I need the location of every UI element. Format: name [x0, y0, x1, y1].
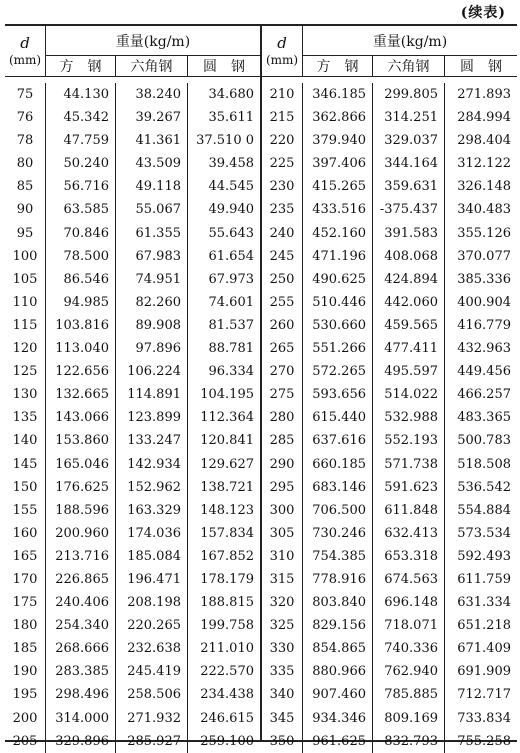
table-cell: 571.738 — [384, 456, 438, 472]
table-cell: 674.563 — [384, 571, 438, 587]
table-cell: 314.251 — [384, 110, 438, 126]
table-cell: 696.148 — [384, 595, 438, 611]
table-cell: 408.068 — [384, 248, 438, 264]
table-cell: 258.506 — [127, 687, 181, 703]
table-cell: 39.267 — [135, 110, 181, 126]
diameter-unit: (mm) — [265, 53, 299, 67]
table-cell: 471.196 — [312, 248, 366, 264]
table-cell: 90 — [16, 202, 34, 218]
table-cell: 246.615 — [200, 710, 254, 726]
table-cell: -375.437 — [379, 202, 438, 218]
table-cell: 220 — [269, 133, 295, 149]
table-cell: 41.361 — [135, 133, 181, 149]
table-cell: 114.891 — [127, 387, 181, 403]
hex-steel-header: 六角钢 — [116, 56, 188, 76]
table-cell: 329.037 — [384, 133, 438, 149]
table-cell: 132.665 — [55, 387, 109, 403]
table-cell: 110 — [12, 294, 38, 310]
table-cell: 97.896 — [135, 341, 181, 357]
table-cell: 47.759 — [63, 133, 109, 149]
table-cell: 89.908 — [135, 317, 181, 333]
table-cell: 298.496 — [55, 687, 109, 703]
table-cell: 130 — [12, 387, 38, 403]
table-cell: 157.834 — [200, 525, 254, 541]
table-cell: 35.611 — [208, 110, 254, 126]
table-cell: 44.545 — [208, 179, 254, 195]
diameter-header — [5, 26, 46, 76]
table-cell: 572.265 — [312, 364, 366, 380]
table-cell: 240.406 — [55, 595, 109, 611]
table-cell: 254.340 — [55, 618, 109, 634]
table-cell: 706.500 — [312, 502, 366, 518]
table-cell: 271.932 — [127, 710, 181, 726]
table-cell: 314.000 — [55, 710, 109, 726]
table-cell: 67.973 — [208, 271, 254, 287]
table-cell: 61.654 — [208, 248, 254, 264]
table-cell: 152.962 — [127, 479, 181, 495]
table-cell: 82.260 — [135, 294, 181, 310]
table-cell: 195 — [12, 687, 38, 703]
table-cell: 140 — [12, 433, 38, 449]
table-cell: 165.046 — [55, 456, 109, 472]
table-cell: 153.860 — [55, 433, 109, 449]
diameter-symbol: d — [277, 34, 287, 52]
table-cell: 226.865 — [55, 571, 109, 587]
weight-title: 重量(kg/m) — [303, 26, 517, 56]
table-cell: 359.631 — [384, 179, 438, 195]
table-cell: 199.758 — [200, 618, 254, 634]
table-cell: 754.385 — [312, 548, 366, 564]
table-cell: 416.779 — [457, 317, 511, 333]
table-cell: 432.963 — [457, 341, 511, 357]
table-cell: 55.067 — [135, 202, 181, 218]
table-cell: 245 — [269, 248, 295, 264]
table-cell: 240 — [269, 225, 295, 241]
table-cell: 490.625 — [312, 271, 366, 287]
table-cell: 210 — [269, 87, 295, 102]
table-cell: 94.985 — [63, 294, 109, 310]
table-cell: 150 — [12, 479, 38, 495]
table-cell: 213.716 — [55, 548, 109, 564]
table-cell: 103.816 — [55, 317, 109, 333]
table-cell: 81.537 — [208, 317, 254, 333]
diameter-header — [262, 26, 303, 76]
table-cell: 592.493 — [457, 548, 511, 564]
table-cell: 259.100 — [200, 733, 254, 749]
table-cell: 532.988 — [384, 410, 438, 426]
table-cell: 188.596 — [55, 502, 109, 518]
table-cell: 370.077 — [457, 248, 511, 264]
table-cell: 335 — [269, 664, 295, 680]
table-cell: 832.793 — [384, 733, 438, 749]
table-cell: 220.265 — [127, 618, 181, 634]
table-cell: 514.022 — [384, 387, 438, 403]
table-cell: 235 — [269, 202, 295, 218]
table-cell: 346.185 — [312, 87, 366, 102]
table-cell: 67.983 — [135, 248, 181, 264]
table-cell: 88.781 — [208, 341, 254, 357]
table-cell: 397.406 — [312, 156, 366, 172]
table-cell: 55.643 — [208, 225, 254, 241]
table-cell: 477.411 — [384, 341, 438, 357]
table-cell: 593.656 — [312, 387, 366, 403]
table-cell: 148.123 — [200, 502, 254, 518]
table-cell: 755.258 — [457, 733, 511, 749]
table-cell: 270 — [269, 364, 295, 380]
table-cell: 880.966 — [312, 664, 366, 680]
table-cell: 718.071 — [384, 618, 438, 634]
table-right-half — [262, 26, 517, 749]
table-cell: 176.625 — [55, 479, 109, 495]
table-cell: 49.118 — [135, 179, 181, 195]
hex-steel-header: 六角钢 — [373, 56, 445, 76]
table-cell: 70.846 — [63, 225, 109, 241]
table-cell: 300 — [269, 502, 295, 518]
table-cell: 315 — [269, 571, 295, 587]
table-cell: 637.616 — [312, 433, 366, 449]
table-cell: 160 — [12, 525, 38, 541]
square-steel-column — [303, 83, 373, 753]
table-cell: 275 — [269, 387, 295, 403]
diameter-column — [262, 83, 303, 753]
table-cell: 185 — [12, 641, 38, 657]
round-steel-column — [445, 83, 517, 753]
table-cell: 330 — [269, 641, 295, 657]
table-cell: 200 — [12, 710, 38, 726]
table-cell: 854.865 — [312, 641, 366, 657]
table-cell: 61.355 — [135, 225, 181, 241]
table-cell: 100 — [12, 248, 38, 264]
table-cell: 96.334 — [208, 364, 254, 380]
table-cell: 442.060 — [384, 294, 438, 310]
table-cell: 907.460 — [312, 687, 366, 703]
table-cell: 459.565 — [384, 317, 438, 333]
table-cell: 510.446 — [312, 294, 366, 310]
table-cell: 170 — [12, 571, 38, 587]
table-left-half — [5, 26, 260, 749]
table-cell: 573.534 — [457, 525, 511, 541]
table-cell: 653.318 — [384, 548, 438, 564]
weight-header — [46, 26, 260, 76]
table-cell: 283.385 — [55, 664, 109, 680]
weight-header — [303, 26, 517, 76]
table-cell: 43.509 — [135, 156, 181, 172]
table-cell: 78.500 — [63, 248, 109, 264]
table-cell: 740.336 — [384, 641, 438, 657]
table-cell: 167.852 — [200, 548, 254, 564]
table-cell: 691.909 — [457, 664, 511, 680]
table-cell: 196.471 — [127, 571, 181, 587]
table-cell: 400.904 — [457, 294, 511, 310]
table-cell: 215 — [269, 110, 295, 126]
table-cell: 632.413 — [384, 525, 438, 541]
table-cell: 268.666 — [55, 641, 109, 657]
table-cell: 138.721 — [200, 479, 254, 495]
table-cell: 74.951 — [135, 271, 181, 287]
table-cell: 178.179 — [200, 571, 254, 587]
hex-steel-column — [116, 83, 188, 753]
table-cell: 133.247 — [127, 433, 181, 449]
hex-steel-column — [373, 83, 445, 753]
continued-label: (续表) — [460, 5, 506, 21]
table-cell: 329.896 — [55, 733, 109, 749]
table-cell: 122.656 — [55, 364, 109, 380]
table-cell: 143.066 — [55, 410, 109, 426]
table-cell: 44.130 — [63, 87, 109, 102]
table-cell: 500.783 — [457, 433, 511, 449]
table-cell: 615.440 — [312, 410, 366, 426]
table-cell: 611.848 — [384, 502, 438, 518]
table-cell: 255 — [269, 294, 295, 310]
table-cell: 591.623 — [384, 479, 438, 495]
table-cell: 165 — [12, 548, 38, 564]
table-cell: 415.265 — [312, 179, 366, 195]
table-cell: 245.419 — [127, 664, 181, 680]
table-cell: 285 — [269, 433, 295, 449]
table-cell: 56.716 — [63, 179, 109, 195]
table-cell: 37.510 0 — [196, 133, 254, 149]
table-cell: 762.940 — [384, 664, 438, 680]
table-cell: 778.916 — [312, 571, 366, 587]
table-cell: 155 — [12, 502, 38, 518]
table-cell: 38.240 — [135, 87, 181, 102]
table-cell: 125 — [12, 364, 38, 380]
round-steel-header: 圆 钢 — [460, 59, 502, 75]
table-cell: 135 — [12, 410, 38, 426]
table-cell: 785.885 — [384, 687, 438, 703]
table-cell: 80 — [16, 156, 34, 172]
table-cell: 76 — [16, 110, 34, 126]
round-steel-header: 圆 钢 — [203, 59, 245, 75]
table-cell: 466.257 — [457, 387, 511, 403]
table-cell: 611.759 — [457, 571, 511, 587]
table-cell: 129.627 — [200, 456, 254, 472]
table-cell: 355.126 — [457, 225, 511, 241]
table-cell: 290 — [269, 456, 295, 472]
table-cell: 552.193 — [384, 433, 438, 449]
table-cell: 712.717 — [457, 687, 511, 703]
table-cell: 433.516 — [312, 202, 366, 218]
table-cell: 483.365 — [457, 410, 511, 426]
table-cell: 185.084 — [127, 548, 181, 564]
table-cell: 385.336 — [457, 271, 511, 287]
table-cell: 299.805 — [384, 87, 438, 102]
table-header — [5, 26, 260, 77]
table-cell: 188.815 — [200, 595, 254, 611]
table-cell: 120 — [12, 341, 38, 357]
table-cell: 345 — [269, 710, 295, 726]
table-cell: 50.240 — [63, 156, 109, 172]
table-cell: 271.893 — [457, 87, 511, 102]
table-cell: 340.483 — [457, 202, 511, 218]
table-cell: 123.899 — [127, 410, 181, 426]
table-cell: 163.329 — [127, 502, 181, 518]
table-cell: 551.266 — [312, 341, 366, 357]
table-cell: 142.934 — [127, 456, 181, 472]
table-cell: 85 — [16, 179, 34, 195]
table-cell: 180 — [12, 618, 38, 634]
table-cell: 105 — [12, 271, 38, 287]
table-cell: 362.866 — [312, 110, 366, 126]
table-cell: 340 — [269, 687, 295, 703]
table-cell: 232.638 — [127, 641, 181, 657]
table-cell: 225 — [269, 156, 295, 172]
table-cell: 211.010 — [200, 641, 254, 657]
table-cell: 49.940 — [208, 202, 254, 218]
table-cell: 733.834 — [457, 710, 511, 726]
table-cell: 63.585 — [63, 202, 109, 218]
table-cell: 284.994 — [457, 110, 511, 126]
table-cell: 350 — [269, 733, 295, 749]
table-cell: 379.940 — [312, 133, 366, 149]
table-cell: 326.148 — [457, 179, 511, 195]
table-cell: 452.160 — [312, 225, 366, 241]
table-cell: 320 — [269, 595, 295, 611]
table-cell: 222.570 — [200, 664, 254, 680]
table-header — [262, 26, 517, 77]
table-cell: 205 — [12, 733, 38, 749]
table-cell: 86.546 — [63, 271, 109, 287]
table-cell: 113.040 — [55, 341, 109, 357]
table-cell: 803.840 — [312, 595, 366, 611]
table-cell: 495.597 — [384, 364, 438, 380]
table-cell: 39.458 — [208, 156, 254, 172]
table-cell: 200.960 — [55, 525, 109, 541]
table-cell: 651.218 — [457, 618, 511, 634]
table-cell: 631.334 — [457, 595, 511, 611]
table-cell: 145 — [12, 456, 38, 472]
table-cell: 106.224 — [127, 364, 181, 380]
table-cell: 115 — [12, 317, 38, 333]
table-cell: 295 — [269, 479, 295, 495]
table-cell: 934.346 — [312, 710, 366, 726]
table-cell: 175 — [12, 595, 38, 611]
table-cell: 325 — [269, 618, 295, 634]
table-cell: 424.894 — [384, 271, 438, 287]
table-cell: 112.364 — [200, 410, 254, 426]
table-cell: 554.884 — [457, 502, 511, 518]
weight-table — [5, 24, 517, 749]
table-cell: 208.198 — [127, 595, 181, 611]
table-cell: 671.409 — [457, 641, 511, 657]
table-cell: 298.404 — [457, 133, 511, 149]
table-cell: 809.169 — [384, 710, 438, 726]
table-cell: 530.660 — [312, 317, 366, 333]
table-cell: 250 — [269, 271, 295, 287]
table-cell: 449.456 — [457, 364, 511, 380]
table-cell: 344.164 — [384, 156, 438, 172]
square-steel-column — [46, 83, 116, 753]
table-cell: 265 — [269, 341, 295, 357]
table-cell: 234.438 — [200, 687, 254, 703]
table-cell: 829.156 — [312, 618, 366, 634]
table-cell: 190 — [12, 664, 38, 680]
table-cell: 391.583 — [384, 225, 438, 241]
table-cell: 95 — [16, 225, 34, 241]
table-cell: 961.625 — [312, 733, 366, 749]
table-cell: 730.246 — [312, 525, 366, 541]
table-cell: 75 — [16, 87, 34, 102]
table-cell: 285.927 — [127, 733, 181, 749]
diameter-symbol: d — [20, 34, 30, 52]
weight-title: 重量(kg/m) — [46, 26, 260, 56]
table-cell: 174.036 — [127, 525, 181, 541]
table-cell: 230 — [269, 179, 295, 195]
table-cell: 74.601 — [208, 294, 254, 310]
table-cell: 310 — [269, 548, 295, 564]
diameter-column — [5, 83, 46, 753]
table-cell: 312.122 — [457, 156, 511, 172]
table-cell: 518.508 — [457, 456, 511, 472]
square-steel-header: 方 钢 — [303, 56, 373, 76]
table-cell: 536.542 — [457, 479, 511, 495]
table-cell: 120.841 — [200, 433, 254, 449]
table-cell: 45.342 — [63, 110, 109, 126]
diameter-unit: (mm) — [8, 53, 42, 67]
square-steel-header: 方 钢 — [46, 56, 116, 76]
table-cell: 260 — [269, 317, 295, 333]
table-cell: 34.680 — [208, 87, 254, 102]
table-cell: 280 — [269, 410, 295, 426]
table-cell: 683.146 — [312, 479, 366, 495]
table-cell: 305 — [269, 525, 295, 541]
round-steel-column — [188, 83, 260, 753]
table-cell: 660.185 — [312, 456, 366, 472]
table-cell: 104.195 — [200, 387, 254, 403]
table-cell: 78 — [16, 133, 34, 149]
